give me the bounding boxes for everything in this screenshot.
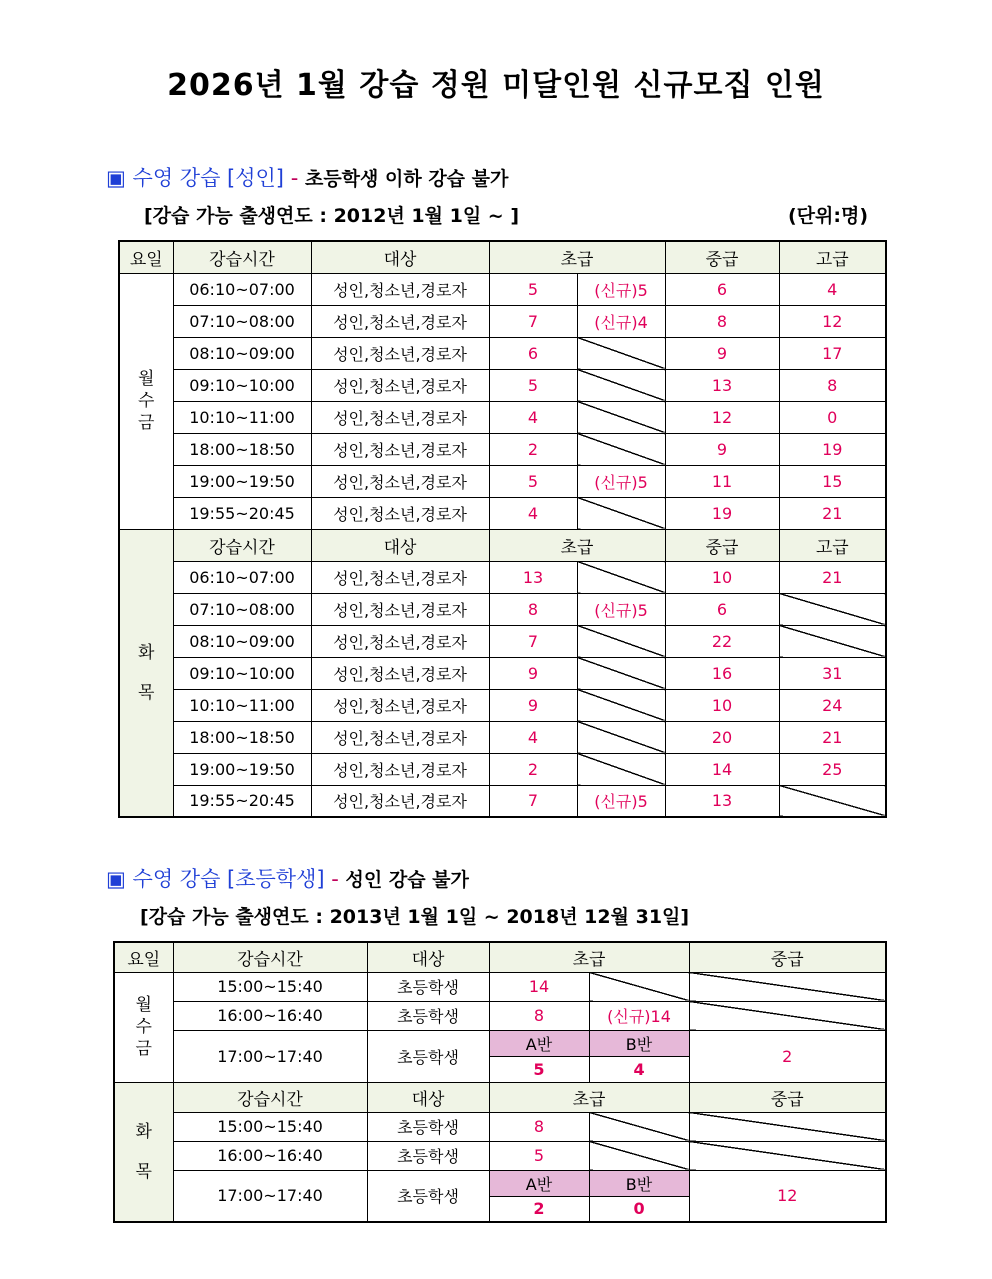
- child-section-note: 성인 강습 불가: [345, 869, 469, 891]
- empty-slash-cell: [577, 657, 665, 689]
- advanced-count: 8: [779, 369, 886, 401]
- advanced-count: 17: [779, 337, 886, 369]
- new-beginner-count: (신규)5: [577, 273, 665, 305]
- header-target: 대상: [367, 942, 489, 972]
- class-a-label: A반: [489, 1030, 589, 1056]
- intermediate-count: 22: [665, 625, 779, 657]
- intermediate-count: 9: [665, 337, 779, 369]
- advanced-count: 21: [779, 721, 886, 753]
- day-char: 수: [135, 1017, 152, 1037]
- table-row: [119, 433, 886, 465]
- class-time: 18:00~18:50: [173, 721, 311, 753]
- class-target: 성인,청소년,경로자: [311, 625, 489, 657]
- class-target: 성인,청소년,경로자: [311, 721, 489, 753]
- adult-section-name: 수영 강습: [132, 166, 221, 190]
- class-time: 16:00~16:40: [173, 1001, 367, 1030]
- empty-slash-cell: [577, 689, 665, 721]
- table-row: [114, 1141, 886, 1170]
- intermediate-count: 8: [665, 305, 779, 337]
- beginner-count: 8: [489, 593, 577, 625]
- header-beginner: 초급: [489, 942, 689, 972]
- beginner-count: 5: [489, 369, 577, 401]
- page-title: 2026년 1월 강습 정원 미달인원 신규모집 인원: [167, 68, 825, 103]
- class-target: 성인,청소년,경로자: [311, 401, 489, 433]
- class-a-count: 2: [489, 1196, 589, 1222]
- class-time: 18:00~18:50: [173, 433, 311, 465]
- empty-slash-cell: [779, 625, 886, 657]
- class-target: 초등학생: [367, 1112, 489, 1141]
- child-section-dash: -: [331, 867, 339, 891]
- empty-slash-cell: [689, 972, 886, 1001]
- child-section-group: [초등학생]: [227, 867, 325, 891]
- class-time: 19:55~20:45: [173, 785, 311, 817]
- beginner-count: 7: [489, 785, 577, 817]
- advanced-count: 21: [779, 497, 886, 529]
- intermediate-count: 2: [689, 1030, 886, 1082]
- header-intermediate: 중급: [689, 1082, 886, 1112]
- empty-slash-cell: [577, 369, 665, 401]
- intermediate-count: 12: [665, 401, 779, 433]
- table-row: [119, 497, 886, 529]
- empty-slash-cell: [577, 721, 665, 753]
- class-a-label: A반: [489, 1170, 589, 1196]
- beginner-count: 4: [489, 497, 577, 529]
- intermediate-count: 13: [665, 785, 779, 817]
- table-row: [114, 1170, 886, 1196]
- class-time: 09:10~10:00: [173, 657, 311, 689]
- intermediate-count: 20: [665, 721, 779, 753]
- table-row: [119, 657, 886, 689]
- class-target: 성인,청소년,경로자: [311, 369, 489, 401]
- class-target: 성인,청소년,경로자: [311, 497, 489, 529]
- header-day: 요일: [119, 241, 173, 273]
- unit-label: (단위:명): [788, 205, 869, 227]
- day-group-block2: [114, 1082, 173, 1222]
- table-row: [119, 625, 886, 657]
- intermediate-count: 9: [665, 433, 779, 465]
- class-target: 초등학생: [367, 1030, 489, 1082]
- new-beginner-count: (신규)14: [589, 1001, 689, 1030]
- header-beginner: 초급: [489, 1082, 689, 1112]
- intermediate-count: 10: [665, 689, 779, 721]
- advanced-count: 15: [779, 465, 886, 497]
- empty-slash-cell: [577, 753, 665, 785]
- class-target: 성인,청소년,경로자: [311, 753, 489, 785]
- advanced-count: 25: [779, 753, 886, 785]
- header-beginner: 초급: [489, 529, 665, 561]
- child-section-name: 수영 강습: [132, 867, 221, 891]
- day-char: 월: [138, 369, 155, 389]
- beginner-count: 14: [489, 972, 589, 1001]
- table-row: [114, 972, 886, 1001]
- class-time: 08:10~09:00: [173, 337, 311, 369]
- intermediate-count: 12: [689, 1170, 886, 1222]
- header-advanced: 고급: [779, 241, 886, 273]
- class-a-count: 5: [489, 1056, 589, 1082]
- class-target: 성인,청소년,경로자: [311, 785, 489, 817]
- class-time: 19:00~19:50: [173, 465, 311, 497]
- child-section-heading: [106, 863, 469, 893]
- intermediate-count: 10: [665, 561, 779, 593]
- header-time: 강습시간: [173, 942, 367, 972]
- intermediate-count: 13: [665, 369, 779, 401]
- beginner-count: 6: [489, 337, 577, 369]
- adult-section-heading: [106, 162, 508, 192]
- class-time: 15:00~15:40: [173, 1112, 367, 1141]
- intermediate-count: 16: [665, 657, 779, 689]
- beginner-count: 5: [489, 465, 577, 497]
- class-target: 성인,청소년,경로자: [311, 337, 489, 369]
- class-time: 19:00~19:50: [173, 753, 311, 785]
- beginner-count: 5: [489, 1141, 589, 1170]
- day-char: 목: [135, 1161, 152, 1182]
- day-group-block1: [114, 972, 173, 1082]
- empty-slash-cell: [577, 433, 665, 465]
- beginner-count: 8: [489, 1001, 589, 1030]
- table-row: [119, 753, 886, 785]
- advanced-count: 21: [779, 561, 886, 593]
- header-advanced: 고급: [779, 529, 886, 561]
- table-row: [114, 1030, 886, 1056]
- table-row: [119, 337, 886, 369]
- class-time: 19:55~20:45: [173, 497, 311, 529]
- empty-slash-cell: [577, 401, 665, 433]
- table-row: [119, 689, 886, 721]
- table-row: [119, 401, 886, 433]
- day-group-block1: [119, 273, 173, 529]
- class-time: 15:00~15:40: [173, 972, 367, 1001]
- table-row: [119, 273, 886, 305]
- class-target: 성인,청소년,경로자: [311, 657, 489, 689]
- class-time: 17:00~17:40: [173, 1030, 367, 1082]
- header-intermediate: 중급: [665, 241, 779, 273]
- advanced-count: 12: [779, 305, 886, 337]
- class-target: 초등학생: [367, 1001, 489, 1030]
- class-time: 09:10~10:00: [173, 369, 311, 401]
- empty-slash-cell: [689, 1001, 886, 1030]
- class-time: 07:10~08:00: [173, 305, 311, 337]
- day-char: 금: [138, 413, 155, 433]
- advanced-count: 31: [779, 657, 886, 689]
- beginner-count: 2: [489, 433, 577, 465]
- table-row: [119, 785, 886, 817]
- table-row: [119, 593, 886, 625]
- class-target: 성인,청소년,경로자: [311, 305, 489, 337]
- day-char: 화: [135, 1121, 152, 1142]
- adult-section-note: 초등학생 이하 강습 불가: [304, 168, 509, 190]
- empty-slash-cell: [779, 785, 886, 817]
- class-target: 성인,청소년,경로자: [311, 465, 489, 497]
- adult-section-group: [성인]: [227, 166, 285, 190]
- class-target: 초등학생: [367, 1141, 489, 1170]
- beginner-count: 7: [489, 305, 577, 337]
- new-beginner-count: (신규)5: [577, 593, 665, 625]
- class-target: 성인,청소년,경로자: [311, 593, 489, 625]
- header-time: 강습시간: [173, 1082, 367, 1112]
- header-time: 강습시간: [173, 529, 311, 561]
- header-day: 요일: [114, 942, 173, 972]
- child-birth-range: [강습 가능 출생연도 : 2013년 1월 1일 ~ 2018년 12월 31일]: [140, 906, 690, 928]
- header-target: 대상: [311, 529, 489, 561]
- beginner-count: 9: [489, 689, 577, 721]
- class-time: 08:10~09:00: [173, 625, 311, 657]
- new-beginner-count: (신규)5: [577, 465, 665, 497]
- empty-slash-cell: [589, 1141, 689, 1170]
- header-target: 대상: [311, 241, 489, 273]
- class-time: 07:10~08:00: [173, 593, 311, 625]
- class-time: 16:00~16:40: [173, 1141, 367, 1170]
- empty-slash-cell: [577, 497, 665, 529]
- adult-section-dash: -: [290, 166, 299, 190]
- class-time: 06:10~07:00: [173, 561, 311, 593]
- beginner-count: 2: [489, 753, 577, 785]
- class-target: 성인,청소년,경로자: [311, 689, 489, 721]
- day-char: 월: [135, 995, 152, 1015]
- beginner-count: 4: [489, 401, 577, 433]
- table-row: [119, 561, 886, 593]
- class-b-count: 0: [589, 1196, 689, 1222]
- new-beginner-count: (신규)5: [577, 785, 665, 817]
- beginner-count: 4: [489, 721, 577, 753]
- class-target: 성인,청소년,경로자: [311, 561, 489, 593]
- table-row: [119, 465, 886, 497]
- empty-slash-cell: [589, 1112, 689, 1141]
- beginner-count: 13: [489, 561, 577, 593]
- intermediate-count: 19: [665, 497, 779, 529]
- header-intermediate: 중급: [689, 942, 886, 972]
- header-target: 대상: [367, 1082, 489, 1112]
- day-char: 수: [138, 391, 155, 411]
- empty-slash-cell: [577, 625, 665, 657]
- empty-slash-cell: [577, 337, 665, 369]
- empty-slash-cell: [577, 561, 665, 593]
- header-beginner: 초급: [489, 241, 665, 273]
- day-group-block2: [119, 529, 173, 817]
- class-target: 성인,청소년,경로자: [311, 433, 489, 465]
- class-time: 06:10~07:00: [173, 273, 311, 305]
- advanced-count: 4: [779, 273, 886, 305]
- beginner-count: 5: [489, 273, 577, 305]
- class-time: 10:10~11:00: [173, 401, 311, 433]
- table-row: [119, 369, 886, 401]
- empty-slash-cell: [589, 972, 689, 1001]
- table-row: [119, 721, 886, 753]
- adult-schedule-table: [118, 240, 887, 818]
- table-row: [119, 305, 886, 337]
- table-row: [114, 1112, 886, 1141]
- new-beginner-count: (신규)4: [577, 305, 665, 337]
- class-time: 17:00~17:40: [173, 1170, 367, 1222]
- intermediate-count: 14: [665, 753, 779, 785]
- beginner-count: 9: [489, 657, 577, 689]
- beginner-count: 8: [489, 1112, 589, 1141]
- advanced-count: 0: [779, 401, 886, 433]
- square-icon: ▣: [106, 867, 126, 891]
- day-char: 금: [135, 1039, 152, 1059]
- class-b-label: B반: [589, 1170, 689, 1196]
- advanced-count: 24: [779, 689, 886, 721]
- day-char: 목: [138, 682, 155, 703]
- header-intermediate: 중급: [665, 529, 779, 561]
- adult-birth-range: [강습 가능 출생연도 : 2012년 1월 1일 ~ ]: [144, 205, 520, 227]
- intermediate-count: 6: [665, 593, 779, 625]
- square-icon: ▣: [106, 166, 126, 190]
- child-schedule-table: [113, 941, 887, 1223]
- advanced-count: 19: [779, 433, 886, 465]
- beginner-count: 7: [489, 625, 577, 657]
- class-b-label: B반: [589, 1030, 689, 1056]
- intermediate-count: 6: [665, 273, 779, 305]
- empty-slash-cell: [689, 1141, 886, 1170]
- intermediate-count: 11: [665, 465, 779, 497]
- class-target: 초등학생: [367, 972, 489, 1001]
- class-target: 초등학생: [367, 1170, 489, 1222]
- day-char: 화: [138, 642, 155, 663]
- header-time: 강습시간: [173, 241, 311, 273]
- table-row: [114, 1001, 886, 1030]
- class-target: 성인,청소년,경로자: [311, 273, 489, 305]
- class-b-count: 4: [589, 1056, 689, 1082]
- empty-slash-cell: [779, 593, 886, 625]
- class-time: 10:10~11:00: [173, 689, 311, 721]
- empty-slash-cell: [689, 1112, 886, 1141]
